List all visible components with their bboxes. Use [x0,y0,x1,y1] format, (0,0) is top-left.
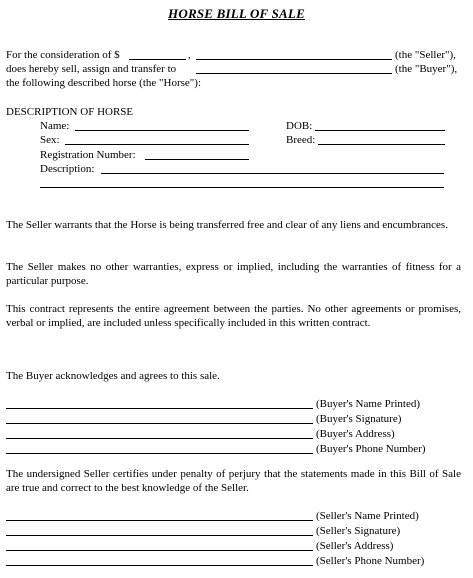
horse-description-field[interactable] [101,173,444,174]
warranty-paragraph: The Seller warrants that the Horse is being transferred free and clear of any liens and encumbrances. [6,219,448,231]
seller-phone-field[interactable] [6,565,313,566]
buyer-address-field[interactable] [6,438,313,439]
seller-phone-label: (Seller's Phone Number) [316,555,425,567]
registration-number-label: Registration Number: [40,149,136,161]
buyer-label: (the "Buyer"), [395,63,458,75]
document-title: HORSE BILL OF SALE [168,6,305,21]
breed-label: Breed: [286,134,316,146]
buyer-address-label: (Buyer's Address) [316,428,395,440]
horse-description-field-line-2[interactable] [40,187,444,188]
consideration-amount-field[interactable] [129,59,186,60]
buyer-phone-label: (Buyer's Phone Number) [316,443,426,455]
buyer-phone-field[interactable] [6,453,313,454]
seller-name-printed-label: (Seller's Name Printed) [316,510,419,522]
buyer-signature-field[interactable] [6,423,313,424]
dob-field[interactable] [315,130,445,131]
seller-name-printed-field[interactable] [6,520,313,521]
buyer-acknowledgement: The Buyer acknowledges and agrees to this sale. [6,370,220,382]
entire-agreement-paragraph: This contract represents the entire agreement between the parties. No other agreements or promises, verbal or implied, are included unless specifically included in this written contract. [6,303,461,329]
consideration-label: For the consideration of $ [6,49,120,61]
breed-field[interactable] [318,144,445,145]
horse-name-field[interactable] [75,130,249,131]
no-other-warranties-paragraph: The Seller makes no other warranties, express or implied, including the warranties of fitness for a particular purpose. [6,261,461,287]
buyer-name-printed-field[interactable] [6,408,313,409]
horse-description-label: Description: [40,163,95,175]
seller-signature-label: (Seller's Signature) [316,525,401,537]
comma-separator: , [188,49,191,61]
buyer-signature-label: (Buyer's Signature) [316,413,402,425]
seller-address-field[interactable] [6,550,313,551]
description-heading: DESCRIPTION OF HORSE [6,106,134,118]
seller-certification-paragraph: The undersigned Seller certifies under penalty of perjury that the statements made in this Bill of Sale are true and correct to the best knowledge of the Seller. [6,468,461,494]
seller-signature-field[interactable] [6,535,313,536]
buyer-name-printed-label: (Buyer's Name Printed) [316,398,421,410]
dob-label: DOB: [286,120,313,132]
buyer-name-field[interactable] [196,73,392,74]
horse-name-label: Name: [40,120,70,132]
sex-label: Sex: [40,134,60,146]
seller-address-label: (Seller's Address) [316,540,394,552]
transfer-label: does hereby sell, assign and transfer to [6,63,177,75]
horse-described-label: the following described horse (the "Horse"): [6,77,202,89]
seller-label: (the "Seller"), [395,49,456,61]
seller-name-field[interactable] [196,59,392,60]
sex-field[interactable] [65,144,249,145]
registration-number-field[interactable] [145,159,249,160]
